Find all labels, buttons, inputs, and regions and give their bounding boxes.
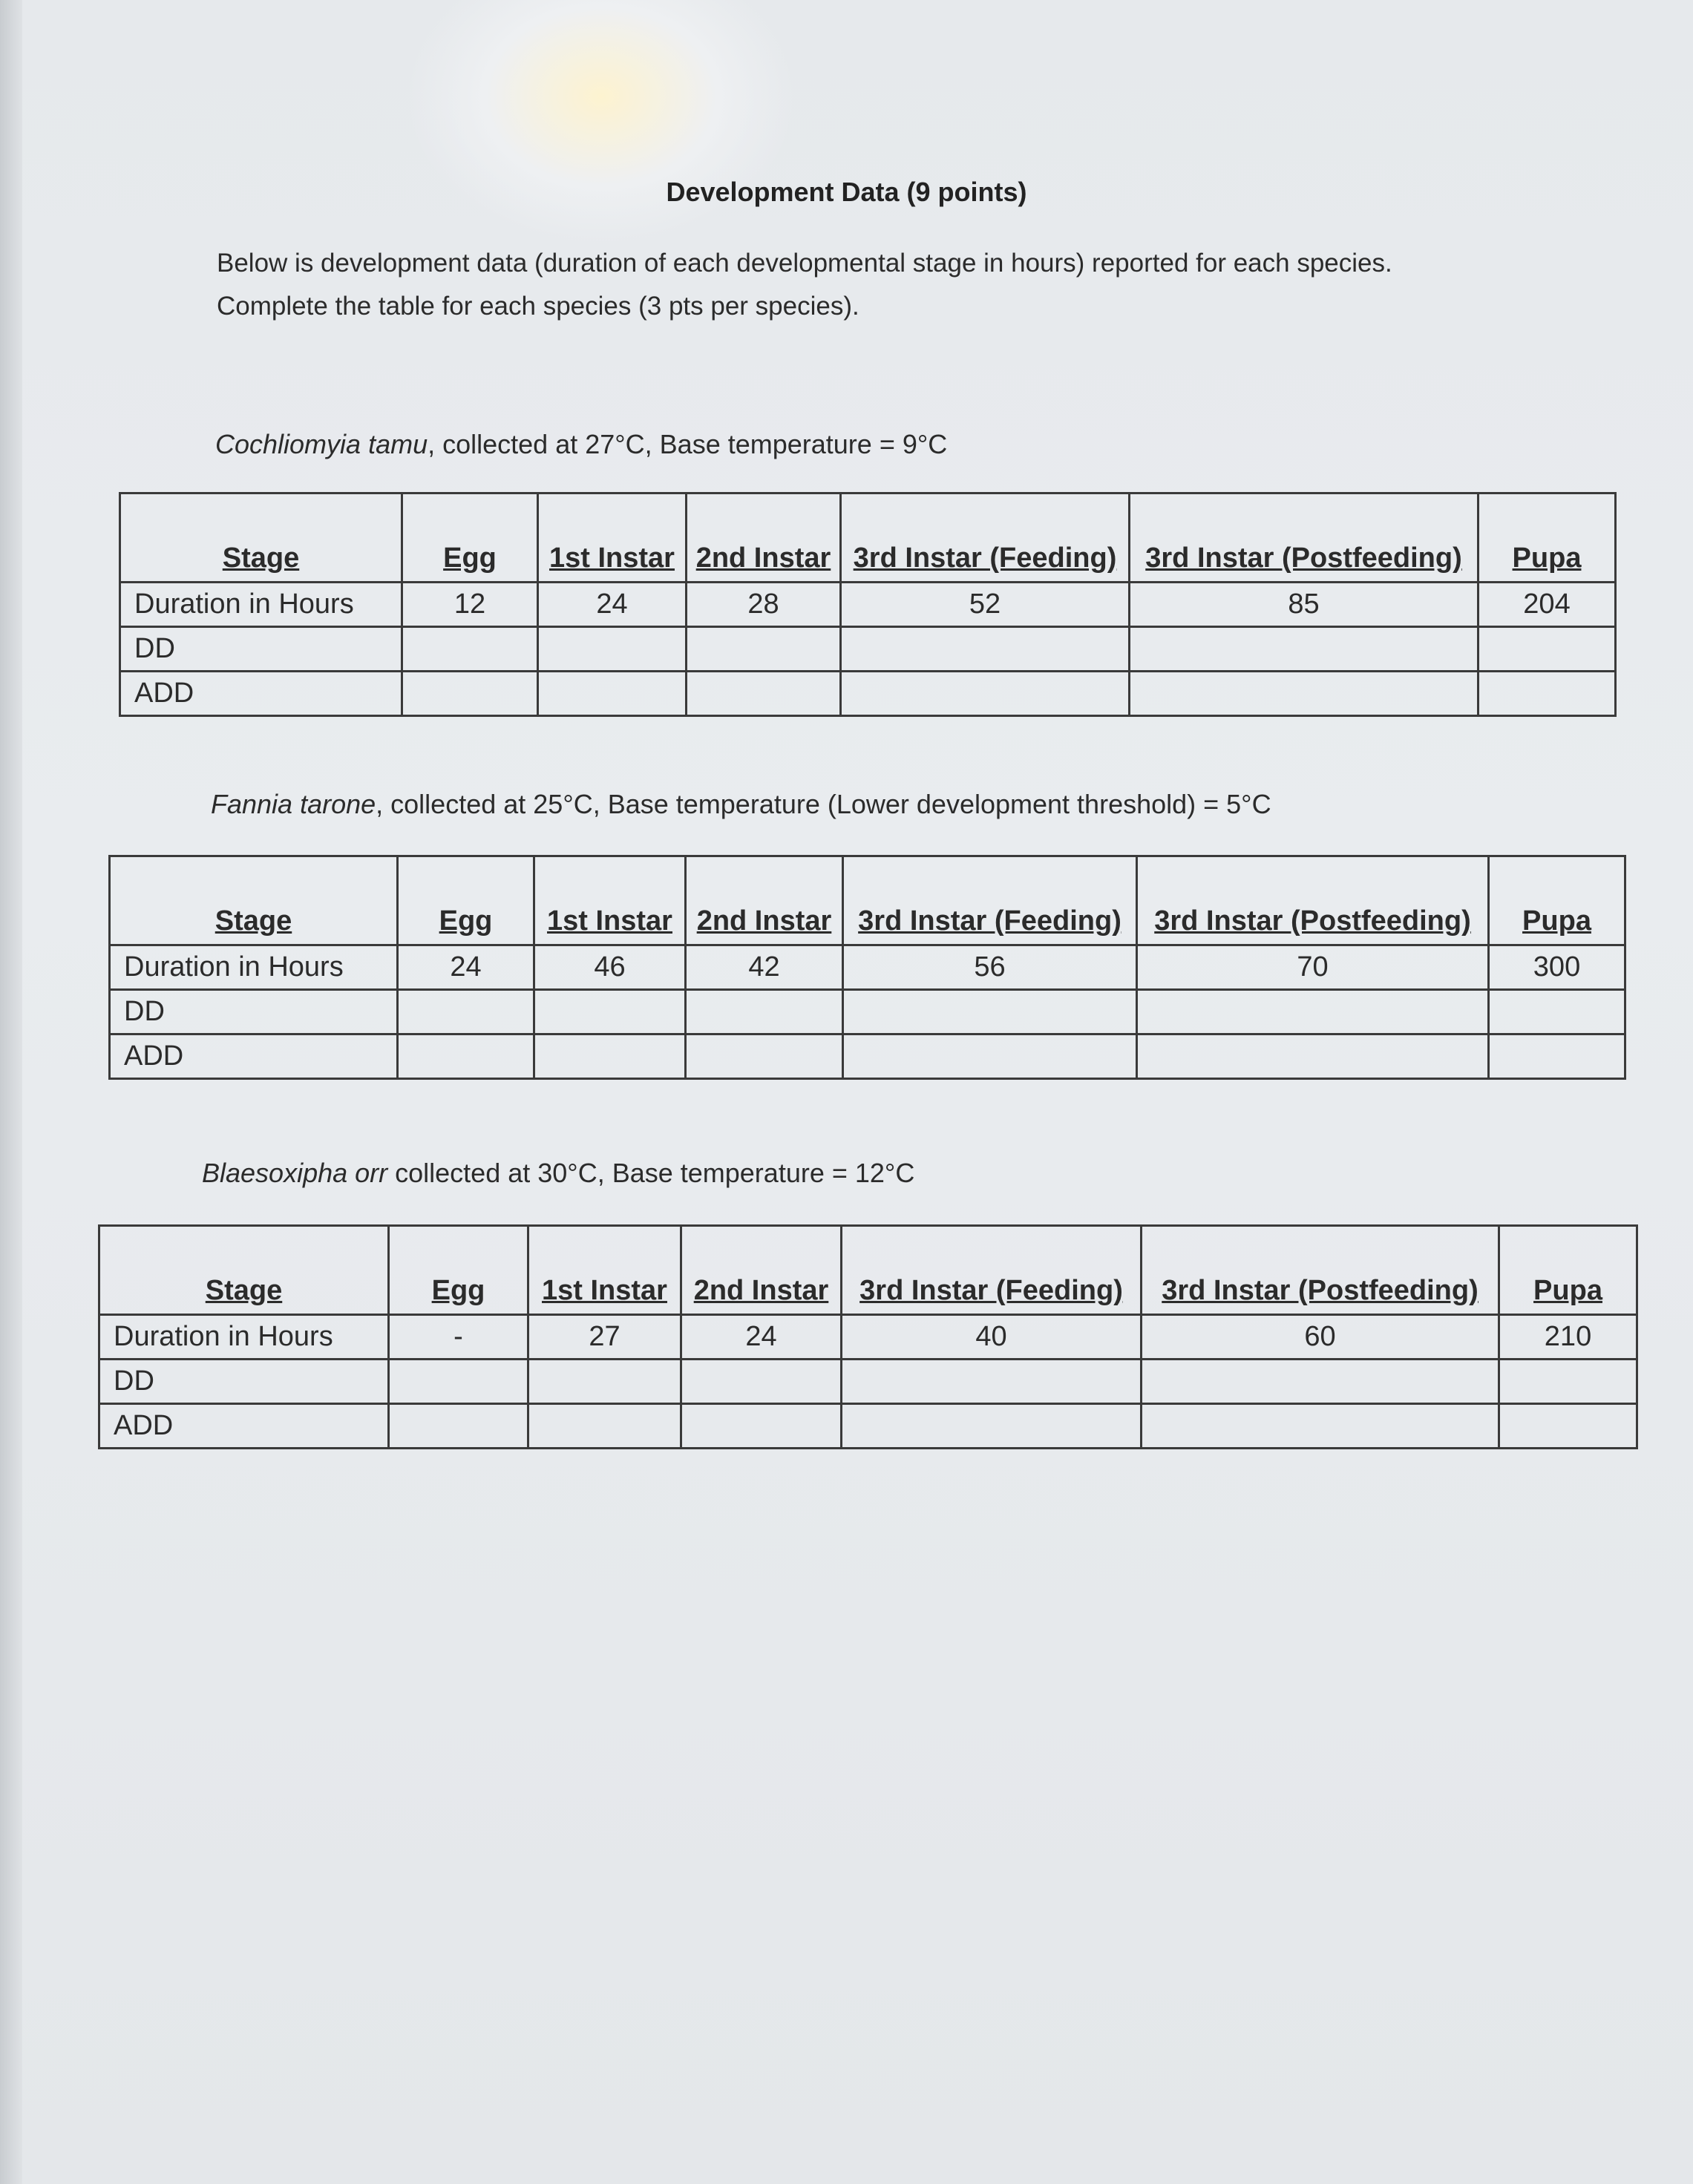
cell-3rd-postfeeding: 70 <box>1137 945 1489 990</box>
cell-3rd-feeding[interactable] <box>843 1034 1137 1079</box>
row-label: Duration in Hours <box>120 583 402 627</box>
cell-3rd-postfeeding: 60 <box>1142 1315 1499 1360</box>
table-row-duration <box>120 583 1616 627</box>
development-table-2 <box>108 855 1626 1080</box>
cell-pupa[interactable] <box>1489 1034 1625 1079</box>
header-pupa: Pupa <box>1489 856 1625 945</box>
cell-3rd-feeding[interactable] <box>842 1404 1142 1449</box>
cell-3rd-feeding[interactable] <box>841 627 1130 672</box>
cell-2nd-instar[interactable] <box>686 990 843 1034</box>
row-label: DD <box>120 627 402 672</box>
table-row-duration <box>110 945 1625 990</box>
table-row-add <box>110 1034 1625 1079</box>
header-2nd-instar: 2nd Instar <box>686 856 843 945</box>
cell-1st-instar[interactable] <box>528 1360 681 1404</box>
table-header-row <box>120 493 1616 583</box>
cell-2nd-instar[interactable] <box>681 1404 842 1449</box>
development-table-1 <box>119 492 1617 717</box>
cell-pupa: 204 <box>1478 583 1616 627</box>
cell-1st-instar[interactable] <box>538 672 687 716</box>
cell-egg[interactable] <box>402 627 538 672</box>
header-stage: Stage <box>110 856 398 945</box>
header-3rd-instar-feeding: 3rd Instar (Feeding) <box>843 856 1137 945</box>
header-1st-instar: 1st Instar <box>538 493 687 583</box>
cell-3rd-postfeeding[interactable] <box>1130 627 1478 672</box>
header-1st-instar: 1st Instar <box>528 1226 681 1315</box>
header-3rd-instar-postfeeding: 3rd Instar (Postfeeding) <box>1130 493 1478 583</box>
cell-3rd-feeding[interactable] <box>842 1360 1142 1404</box>
row-label: ADD <box>99 1404 389 1449</box>
cell-2nd-instar: 24 <box>681 1315 842 1360</box>
header-stage: Stage <box>99 1226 389 1315</box>
header-pupa: Pupa <box>1478 493 1616 583</box>
cell-egg: 12 <box>402 583 538 627</box>
cell-egg: 24 <box>398 945 534 990</box>
cell-1st-instar[interactable] <box>538 627 687 672</box>
cell-3rd-feeding: 40 <box>842 1315 1142 1360</box>
table-header-row <box>99 1226 1637 1315</box>
header-pupa: Pupa <box>1499 1226 1637 1315</box>
intro-text <box>217 242 1553 328</box>
species-conditions: , collected at 27°C, Base temperature = 9°C <box>428 429 948 459</box>
cell-3rd-postfeeding[interactable] <box>1130 672 1478 716</box>
header-egg: Egg <box>389 1226 528 1315</box>
cell-pupa[interactable] <box>1499 1404 1637 1449</box>
cell-2nd-instar[interactable] <box>681 1360 842 1404</box>
cell-egg[interactable] <box>402 672 538 716</box>
row-label: DD <box>99 1360 389 1404</box>
cell-pupa[interactable] <box>1489 990 1625 1034</box>
cell-2nd-instar: 42 <box>686 945 843 990</box>
intro-line-1: Below is development data (duration of each developmental stage in hours) reported for each species. <box>217 249 1392 278</box>
header-3rd-instar-feeding: 3rd Instar (Feeding) <box>841 493 1130 583</box>
development-table-3 <box>98 1224 1638 1449</box>
header-3rd-instar-feeding: 3rd Instar (Feeding) <box>842 1226 1142 1315</box>
header-egg: Egg <box>402 493 538 583</box>
row-label: Duration in Hours <box>99 1315 389 1360</box>
row-label: DD <box>110 990 398 1034</box>
row-label: Duration in Hours <box>110 945 398 990</box>
species-conditions: , collected at 25°C, Base temperature (Lower development threshold) = 5°C <box>376 789 1271 819</box>
cell-1st-instar: 27 <box>528 1315 681 1360</box>
species-conditions: collected at 30°C, Base temperature = 12°C <box>387 1158 915 1188</box>
cell-egg[interactable] <box>389 1404 528 1449</box>
cell-pupa[interactable] <box>1478 672 1616 716</box>
cell-3rd-postfeeding[interactable] <box>1137 1034 1489 1079</box>
cell-pupa: 210 <box>1499 1315 1637 1360</box>
cell-1st-instar[interactable] <box>534 990 686 1034</box>
header-1st-instar: 1st Instar <box>534 856 686 945</box>
cell-2nd-instar: 28 <box>687 583 841 627</box>
table-row-duration <box>99 1315 1637 1360</box>
cell-3rd-feeding[interactable] <box>843 990 1137 1034</box>
cell-egg[interactable] <box>398 1034 534 1079</box>
cell-pupa[interactable] <box>1499 1360 1637 1404</box>
cell-3rd-postfeeding[interactable] <box>1137 990 1489 1034</box>
table-row-add <box>120 672 1616 716</box>
cell-3rd-feeding: 52 <box>841 583 1130 627</box>
header-2nd-instar: 2nd Instar <box>681 1226 842 1315</box>
cell-pupa: 300 <box>1489 945 1625 990</box>
row-label: ADD <box>120 672 402 716</box>
cell-1st-instar: 46 <box>534 945 686 990</box>
cell-egg[interactable] <box>389 1360 528 1404</box>
cell-2nd-instar[interactable] <box>686 1034 843 1079</box>
cell-1st-instar: 24 <box>538 583 687 627</box>
species-name: Fannia tarone <box>211 789 376 819</box>
cell-2nd-instar[interactable] <box>687 672 841 716</box>
page-title: Development Data (9 points) <box>666 177 1027 207</box>
species-caption-3 <box>202 1158 914 1189</box>
page-edge <box>0 0 22 2184</box>
cell-3rd-feeding[interactable] <box>841 672 1130 716</box>
header-stage: Stage <box>120 493 402 583</box>
table-row-dd <box>120 627 1616 672</box>
species-name: Cochliomyia tamu <box>215 429 428 459</box>
cell-3rd-feeding: 56 <box>843 945 1137 990</box>
cell-3rd-postfeeding[interactable] <box>1142 1360 1499 1404</box>
species-name: Blaesoxipha orr <box>202 1158 388 1188</box>
table-header-row <box>110 856 1625 945</box>
header-egg: Egg <box>398 856 534 945</box>
cell-3rd-postfeeding: 85 <box>1130 583 1478 627</box>
header-2nd-instar: 2nd Instar <box>687 493 841 583</box>
cell-2nd-instar[interactable] <box>687 627 841 672</box>
cell-1st-instar[interactable] <box>534 1034 686 1079</box>
cell-3rd-postfeeding[interactable] <box>1142 1404 1499 1449</box>
table-row-dd <box>99 1360 1637 1404</box>
table-row-add <box>99 1404 1637 1449</box>
intro-line-2: Complete the table for each species (3 pts per species). <box>217 292 859 321</box>
cell-pupa[interactable] <box>1478 627 1616 672</box>
cell-1st-instar[interactable] <box>528 1404 681 1449</box>
species-caption-2 <box>211 789 1271 820</box>
header-3rd-instar-postfeeding: 3rd Instar (Postfeeding) <box>1142 1226 1499 1315</box>
table-row-dd <box>110 990 1625 1034</box>
species-caption-1 <box>215 429 947 460</box>
header-3rd-instar-postfeeding: 3rd Instar (Postfeeding) <box>1137 856 1489 945</box>
cell-egg: - <box>389 1315 528 1360</box>
row-label: ADD <box>110 1034 398 1079</box>
cell-egg[interactable] <box>398 990 534 1034</box>
